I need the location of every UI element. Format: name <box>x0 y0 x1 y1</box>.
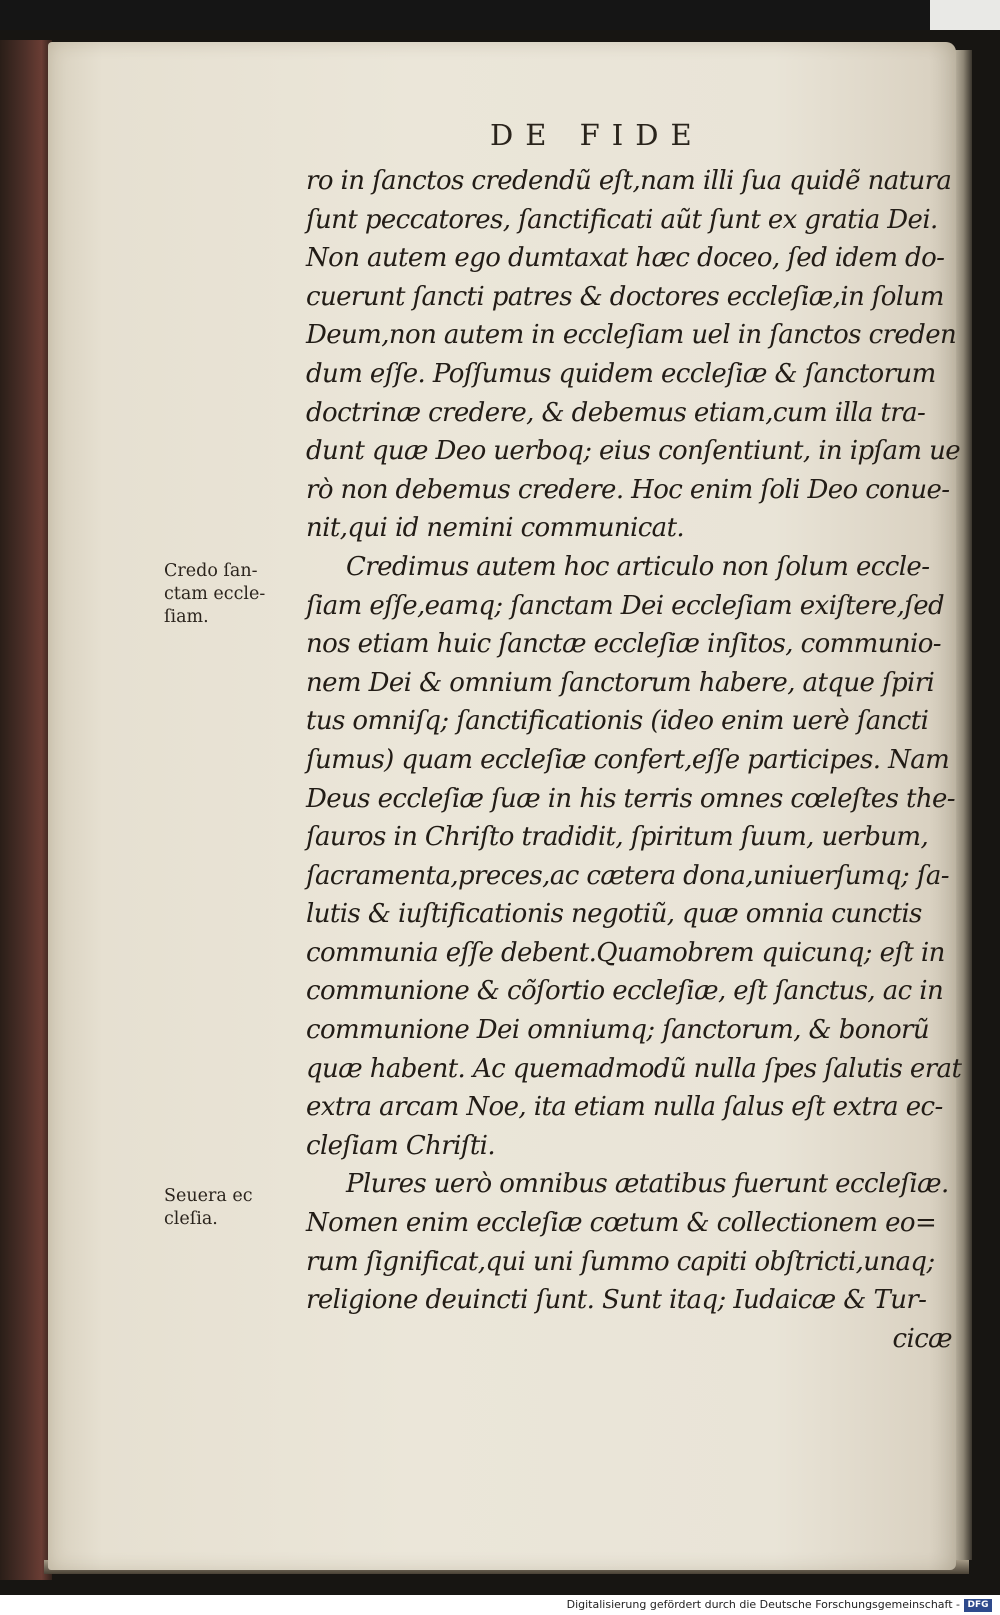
book-cover-edge <box>0 40 52 1580</box>
text-line: tus omniſq; ſanctificationis (ideo enim uerè ſancti <box>306 706 929 737</box>
body-text <box>306 162 966 1358</box>
text-line: communione Dei omniumq; ſanctorum, & bonorũ <box>306 1015 929 1046</box>
text-line: nos etiam huic ſanctæ eccleſiæ inſitos, communio- <box>306 629 941 660</box>
text-line: cleſiam Chriſti. <box>306 1130 496 1161</box>
text-line: Plures uerò omnibus ætatibus fuerunt eccleſiæ. <box>346 1169 949 1200</box>
text-line: Deum,non autem in eccleſiam uel in ſanctos creden <box>306 320 957 351</box>
text-line: rò non debemus credere. Hoc enim ſoli Deo conue- <box>306 474 950 505</box>
dfg-logo: DFG <box>964 1599 992 1612</box>
text-line: communia eſſe debent.Quamobrem quicunq; eſt in <box>306 937 945 968</box>
text-line: Nomen enim eccleſiæ cœtum & collectionem eo= <box>306 1208 937 1239</box>
text-line: ſacramenta,preces,ac cætera dona,uniuerſumq; ſa- <box>306 860 949 891</box>
text-line: doctrinæ credere, & debemus etiam,cum illa tra- <box>306 397 926 428</box>
digitization-credit: Digitalisierung gefördert durch die Deutsche Forschungsgemeinschaft - <box>566 1598 960 1611</box>
text-line: ſumus) quam eccleſiæ confert,eſſe participes. Nam <box>306 744 950 775</box>
catchword: cicæ <box>892 1323 952 1354</box>
text-line: religione deuincti ſunt. Sunt itaq; Iudaicæ & Tur- <box>306 1285 927 1316</box>
marginal-note-seuera <box>164 1185 253 1231</box>
marginal-note-line: ſiam. <box>164 607 209 627</box>
text-line: ſiam eſſe,eamq; ſanctam Dei eccleſiam exiſtere,ſed <box>306 590 945 621</box>
text-line: cuerunt ſancti patres & doctores eccleſiæ,in ſolum <box>306 281 944 312</box>
text-line: nem Dei & omnium ſanctorum habere, atque ſpiri <box>306 667 935 698</box>
text-line: ro in ſanctos credendũ eſt,nam illi ſua quidẽ natura <box>306 166 952 196</box>
text-line: dunt quæ Deo uerboq; eius conſentiunt, in ipſam ue <box>306 436 961 467</box>
text-line: rum ſignificat,qui uni ſummo capiti obſtricti,unaq; <box>306 1246 935 1277</box>
marginal-note-credo <box>164 560 265 629</box>
text-line: Non autem ego dumtaxat hæc doceo, ſed idem do- <box>306 243 945 274</box>
marginal-note-line: cleſia. <box>164 1209 218 1229</box>
text-line: dum eſſe. Poſſumus quidem eccleſiæ & ſanctorum <box>306 358 936 389</box>
text-line: ſauros in Chriſto tradidit, ſpiritum ſuum, uerbum, <box>306 822 929 853</box>
text-line: extra arcam Noe, ita etiam nulla ſalus eſt extra ec- <box>306 1092 943 1123</box>
text-line: Credimus autem hoc articulo non ſolum eccle- <box>346 551 930 582</box>
marginal-note-line: Credo ſan- <box>164 561 258 581</box>
text-line: Deus eccleſiæ ſuæ in his terris omnes cœleſtes the- <box>306 783 955 814</box>
text-line: lutis & iuſtificationis negotiũ, quæ omnia cunctis <box>306 899 922 930</box>
text-line: ſunt peccatores, ſanctificati aũt ſunt ex gratia Dei. <box>306 204 938 235</box>
marginal-note-line: ctam eccle- <box>164 584 266 604</box>
marginal-note-line: Seuera ec <box>164 1186 253 1206</box>
running-head: DE FIDE <box>490 118 704 152</box>
text-line: nit,qui id nemini communicat. <box>306 513 685 544</box>
text-line: communione & cõſortio eccleſiæ, eſt ſanctus, ac in <box>306 976 944 1007</box>
text-line: quæ habent. Ac quemadmodũ nulla ſpes ſalutis erat <box>306 1053 962 1084</box>
